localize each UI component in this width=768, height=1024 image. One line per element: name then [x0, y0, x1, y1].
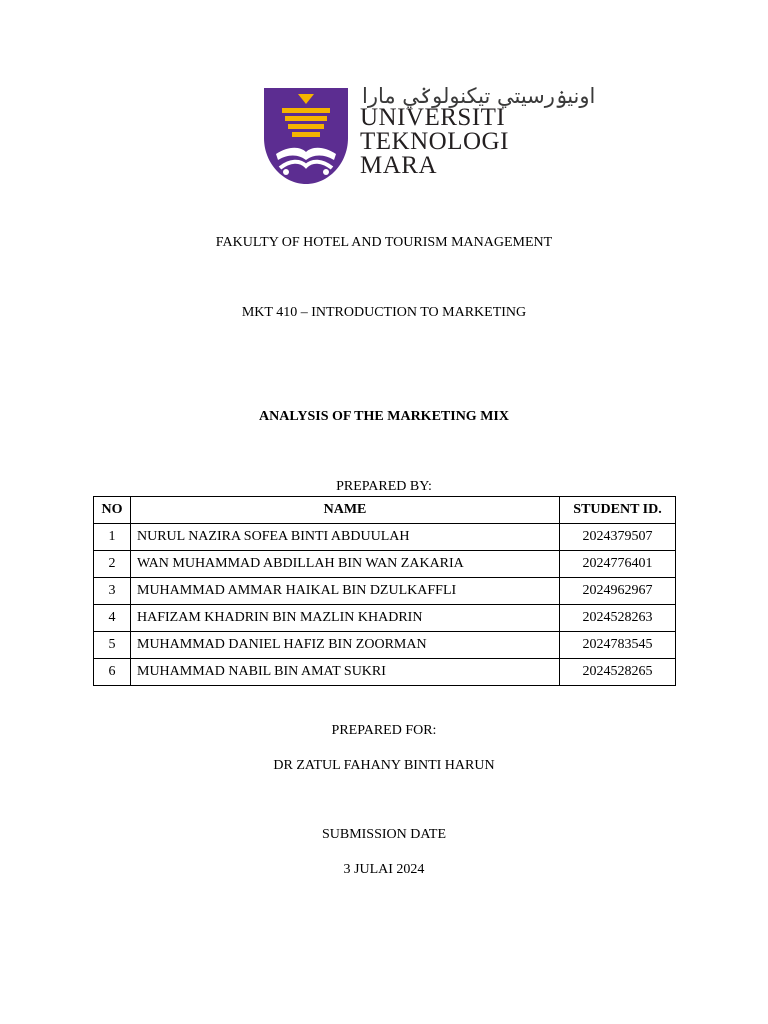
row-no: 3 — [94, 578, 131, 605]
logo-jawi-text: اونيۏرسيتي تيكنولوݢي مارا — [362, 84, 596, 108]
submission-date-label: SUBMISSION DATE — [321, 827, 447, 842]
row-no: 1 — [94, 524, 131, 551]
submission-date: 3 JULAI 2024 — [343, 862, 425, 877]
prepared-by-label: PREPARED BY: — [336, 479, 432, 494]
table-header-row — [94, 497, 676, 524]
prepared-for-label: PREPARED FOR: — [331, 723, 437, 738]
faculty-name: FAKULTY OF HOTEL AND TOURISM MANAGEMENT — [215, 235, 553, 250]
table-row — [94, 605, 676, 632]
course-title: MKT 410 – INTRODUCTION TO MARKETING — [241, 305, 527, 320]
row-student-id: 2024379507 — [560, 524, 676, 551]
row-no: 2 — [94, 551, 131, 578]
header-no: NO — [94, 497, 131, 524]
row-name: HAFIZAM KHADRIN BIN MAZLIN KHADRIN — [131, 605, 560, 632]
table-row — [94, 578, 676, 605]
assignment-title: ANALYSIS OF THE MARKETING MIX — [259, 409, 509, 424]
row-name: MUHAMMAD DANIEL HAFIZ BIN ZOORMAN — [131, 632, 560, 659]
logo-line-universiti: UNIVERSITI — [360, 104, 506, 131]
members-table — [93, 496, 676, 686]
row-no: 5 — [94, 632, 131, 659]
uitm-shield-icon — [264, 88, 348, 184]
university-logo — [264, 84, 596, 184]
table-row — [94, 659, 676, 686]
logo-line-mara: MARA — [360, 152, 438, 179]
table-row — [94, 632, 676, 659]
header-student-id: STUDENT ID. — [560, 497, 676, 524]
logo-wordmark — [360, 106, 509, 178]
table-row — [94, 524, 676, 551]
lecturer-name: DR ZATUL FAHANY BINTI HARUN — [273, 758, 495, 773]
row-student-id: 2024776401 — [560, 551, 676, 578]
row-name: WAN MUHAMMAD ABDILLAH BIN WAN ZAKARIA — [131, 551, 560, 578]
row-no: 6 — [94, 659, 131, 686]
row-no: 4 — [94, 605, 131, 632]
table-row — [94, 551, 676, 578]
header-name: NAME — [131, 497, 560, 524]
row-name: MUHAMMAD AMMAR HAIKAL BIN DZULKAFFLI — [131, 578, 560, 605]
row-student-id: 2024783545 — [560, 632, 676, 659]
logo-line-teknologi: TEKNOLOGI — [360, 128, 509, 155]
row-student-id: 2024528263 — [560, 605, 676, 632]
row-student-id: 2024962967 — [560, 578, 676, 605]
row-student-id: 2024528265 — [560, 659, 676, 686]
row-name: NURUL NAZIRA SOFEA BINTI ABDUULAH — [131, 524, 560, 551]
row-name: MUHAMMAD NABIL BIN AMAT SUKRI — [131, 659, 560, 686]
